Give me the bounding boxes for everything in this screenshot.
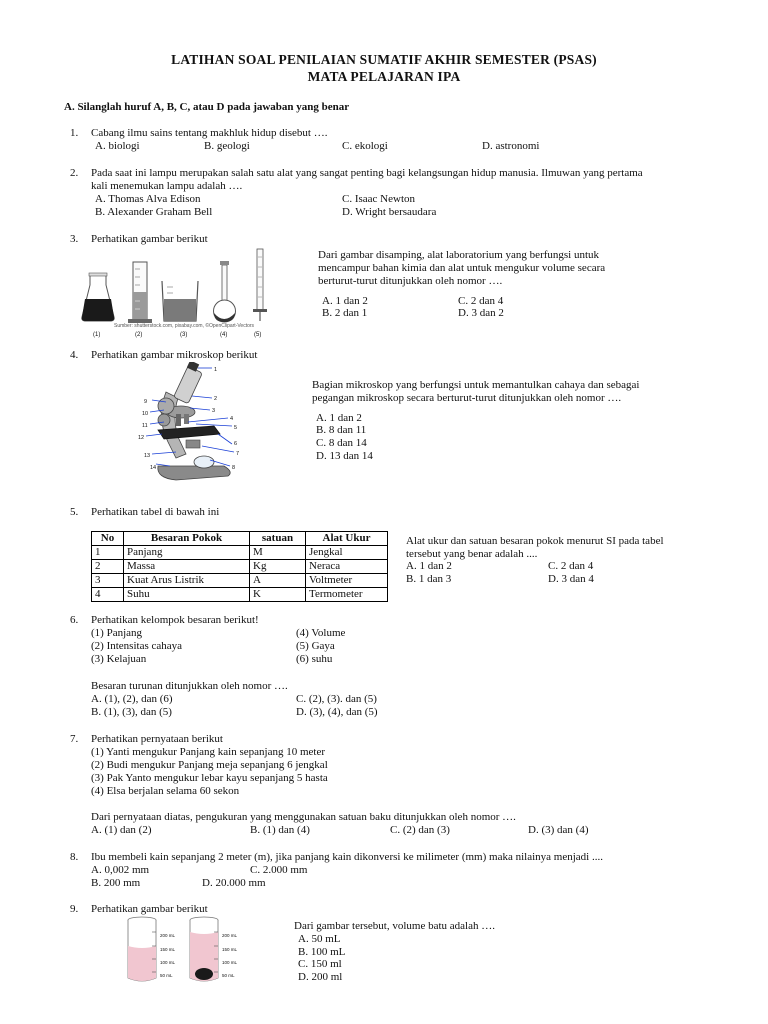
option-d[interactable]: D. 200 ml [298, 971, 343, 983]
option-a[interactable]: A. (1) dan (2) [91, 824, 152, 836]
table-row [92, 546, 388, 560]
question-number: 1. [70, 127, 79, 139]
burette-icon [253, 249, 267, 321]
list-item: (5) Gaya [296, 640, 335, 652]
question-description: berturut-turut ditunjukkan oleh nomor …. [318, 275, 503, 287]
option-b[interactable]: B. 200 mm [91, 877, 141, 889]
option-c[interactable]: C. 150 ml [298, 958, 342, 970]
list-item: (2) Budi mengukur Panjang meja sepanjang 6 jengkal [91, 759, 328, 771]
microscope-label-11: 11 [142, 423, 148, 429]
option-d[interactable]: D. Wright bersaudara [342, 206, 437, 218]
table-cell: 2 [92, 560, 124, 574]
figure-label-3: (3) [180, 332, 188, 338]
option-a[interactable]: A. biologi [95, 140, 140, 152]
question-number: 8. [70, 851, 79, 863]
option-c[interactable]: C. 2.000 mm [250, 864, 308, 876]
measurement-table [91, 531, 388, 602]
table-header: satuan [250, 532, 306, 546]
table-header: No [92, 532, 124, 546]
table-row [92, 588, 388, 602]
table-cell: 1 [92, 546, 124, 560]
erlenmeyer-flask-icon [82, 273, 114, 321]
option-c[interactable]: C. (2), (3). dan (5) [296, 693, 377, 705]
question-number: 5. [70, 506, 79, 518]
list-item: (1) Yanti mengukur Panjang kain sepanjang 10 meter [91, 746, 326, 758]
question-number: 4. [70, 349, 79, 361]
option-b[interactable]: B. 2 dan 1 [322, 307, 368, 319]
table-cell: Jengkal [306, 546, 388, 560]
section-a-instruction: A. Silanglah huruf A, B, C, atau D pada jawaban yang benar [64, 101, 350, 113]
option-b[interactable]: B. 100 mL [298, 946, 346, 958]
cylinder1-label-150: 150 mL [160, 947, 176, 952]
table-header: Besaran Pokok [124, 532, 250, 546]
table-cell: Panjang [124, 546, 250, 560]
table-cell: Massa [124, 560, 250, 574]
question-description: Dari gambar tersebut, volume batu adalah …. [294, 920, 495, 932]
option-d[interactable]: D. astronomi [482, 140, 540, 152]
volumetric-flask-icon [214, 261, 236, 322]
measuring-cylinder-icon [128, 917, 156, 981]
option-d[interactable]: D. (3) dan (4) [528, 824, 589, 836]
option-d[interactable]: D. 13 dan 14 [316, 450, 373, 462]
option-b[interactable]: B. 8 dan 11 [316, 424, 367, 436]
cylinder1-label-50: 50 mL [160, 973, 173, 978]
cylinder1-label-100: 100 mL [160, 960, 176, 965]
question-text: Perhatikan pernyataan berikut [91, 733, 223, 745]
option-d[interactable]: D. 3 dan 4 [548, 573, 594, 585]
cylinder2-label-150: 150 mL [222, 947, 238, 952]
option-b[interactable]: B. geologi [204, 140, 250, 152]
question-number: 2. [70, 167, 79, 179]
table-cell: Neraca [306, 560, 388, 574]
option-c[interactable]: C. (2) dan (3) [390, 824, 450, 836]
list-item: (4) Volume [296, 627, 346, 639]
option-a[interactable]: A. 0,002 mm [91, 864, 150, 876]
option-c[interactable]: C. 2 dan 4 [458, 295, 504, 307]
table-row [92, 560, 388, 574]
graduated-cylinder-icon [128, 262, 152, 323]
question-text: Perhatikan tabel di bawah ini [91, 506, 220, 518]
microscope-label-10: 10 [142, 411, 149, 417]
option-a[interactable]: A. 1 dan 2 [406, 560, 452, 572]
list-item: (6) suhu [296, 653, 333, 665]
option-d[interactable]: D. 3 dan 2 [458, 307, 504, 319]
option-b[interactable]: B. Alexander Graham Bell [95, 206, 213, 218]
table-row [92, 574, 388, 588]
microscope-label-4: 4 [230, 416, 234, 422]
question-text-cont: kali menemukan lampu adalah …. [91, 180, 243, 192]
question-text: Perhatikan gambar berikut [91, 233, 208, 245]
table-cell: 3 [92, 574, 124, 588]
option-b[interactable]: B. (1), (3), dan (5) [91, 706, 172, 718]
option-c[interactable]: C. 2 dan 4 [548, 560, 594, 572]
option-a[interactable]: A. (1), (2), dan (6) [91, 693, 173, 705]
microscope-label-7: 7 [236, 451, 240, 457]
question-text: Perhatikan gambar mikroskop berikut [91, 349, 258, 361]
question-description: Dari gambar disamping, alat laboratorium yang berfungsi untuk [318, 249, 600, 261]
option-b[interactable]: B. 1 dan 3 [406, 573, 452, 585]
table-cell: Suhu [124, 588, 250, 602]
measuring-cylinder-with-stone-icon [190, 917, 218, 981]
microscope-label-1: 1 [214, 367, 218, 373]
cylinder1-label-200: 200 mL [160, 933, 176, 938]
question-prompt: Dari pernyataan diatas, pengukuran yang menggunakan satuan baku ditunjukkan oleh nomor …. [91, 811, 516, 823]
table-cell: A [250, 574, 306, 588]
beaker-icon [162, 281, 198, 321]
microscope-label-14: 14 [150, 465, 157, 471]
option-a[interactable]: A. 1 dan 2 [316, 412, 362, 424]
table-cell: K [250, 588, 306, 602]
microscope-label-12: 12 [138, 435, 145, 441]
figure-label-1: (1) [93, 332, 101, 338]
option-b[interactable]: B. (1) dan (4) [250, 824, 310, 836]
list-item: (4) Elsa berjalan selama 60 sekon [91, 785, 240, 797]
question-description: pegangan mikroskop secara berturut-turut ditunjukkan oleh nomor …. [312, 392, 622, 404]
table-header: Alat Ukur [306, 532, 388, 546]
question-description: tersebut yang benar adalah .... [406, 548, 538, 560]
option-a[interactable]: A. 50 mL [298, 933, 341, 945]
option-c[interactable]: C. ekologi [342, 140, 388, 152]
cylinder2-label-100: 100 mL [222, 960, 238, 965]
option-c[interactable]: C. 8 dan 14 [316, 437, 367, 449]
cylinder2-label-200: 200 mL [222, 933, 238, 938]
microscope-label-6: 6 [234, 441, 238, 447]
question-description: Bagian mikroskop yang berfungsi untuk memantulkan cahaya dan sebagai [312, 379, 640, 391]
list-item: (1) Panjang [91, 627, 143, 639]
table-cell: Voltmeter [306, 574, 388, 588]
question-number: 9. [70, 903, 79, 915]
list-item: (3) Pak Yanto mengukur lebar kayu sepanjang 5 hasta [91, 772, 328, 784]
figure-source: Sumber: shutterstock.com, pixabay.com, ©OpenClipart-Vectors [114, 323, 255, 329]
microscope-label-3: 3 [212, 408, 216, 414]
figure-label-4: (4) [220, 332, 228, 338]
microscope-label-13: 13 [144, 453, 151, 459]
microscope-label-9: 9 [144, 399, 148, 405]
question-number: 7. [70, 733, 79, 745]
microscope-label-8: 8 [232, 465, 236, 471]
question-number: 3. [70, 233, 79, 245]
question-text: Pada saat ini lampu merupakan salah satu alat yang sangat penting bagi kelangsungan hidup manusia. Ilmuwan yang pertama [91, 167, 643, 179]
figure-label-2: (2) [135, 332, 143, 338]
question-text: Ibu membeli kain sepanjang 2 meter (m), jika panjang kain dikonversi ke milimeter (mm) maka nilainya menjadi .... [91, 851, 603, 863]
option-d[interactable]: D. 20.000 mm [202, 877, 266, 889]
microscope-icon [146, 362, 234, 480]
question-text: Perhatikan kelompok besaran berikut! [91, 614, 259, 626]
list-item: (2) Intensitas cahaya [91, 640, 183, 652]
option-a[interactable]: A. Thomas Alva Edison [95, 193, 201, 205]
page-title: LATIHAN SOAL PENILAIAN SUMATIF AKHIR SEMESTER (PSAS) [171, 52, 597, 67]
option-a[interactable]: A. 1 dan 2 [322, 295, 368, 307]
table-cell: 4 [92, 588, 124, 602]
cylinder2-label-50: 50 mL [222, 973, 235, 978]
table-cell: Kg [250, 560, 306, 574]
question-prompt: Besaran turunan ditunjukkan oleh nomor …. [91, 680, 288, 692]
microscope-label-5: 5 [234, 425, 238, 431]
figure-label-5: (5) [254, 332, 262, 338]
question-text: Perhatikan gambar berikut [91, 903, 208, 915]
table-cell: M [250, 546, 306, 560]
option-d[interactable]: D. (3), (4), dan (5) [296, 706, 378, 718]
option-c[interactable]: C. Isaac Newton [342, 193, 416, 205]
list-item: (3) Kelajuan [91, 653, 147, 665]
question-description: mencampur bahan kimia dan alat untuk mengukur volume secara [318, 262, 606, 274]
question-text: Cabang ilmu sains tentang makhluk hidup disebut …. [91, 127, 328, 139]
table-cell: Kuat Arus Listrik [124, 574, 250, 588]
microscope-label-2: 2 [214, 396, 218, 402]
question-number: 6. [70, 614, 79, 626]
question-description: Alat ukur dan satuan besaran pokok menurut SI pada tabel [406, 535, 664, 547]
table-cell: Termometer [306, 588, 388, 602]
page-subtitle: MATA PELAJARAN IPA [307, 69, 461, 84]
